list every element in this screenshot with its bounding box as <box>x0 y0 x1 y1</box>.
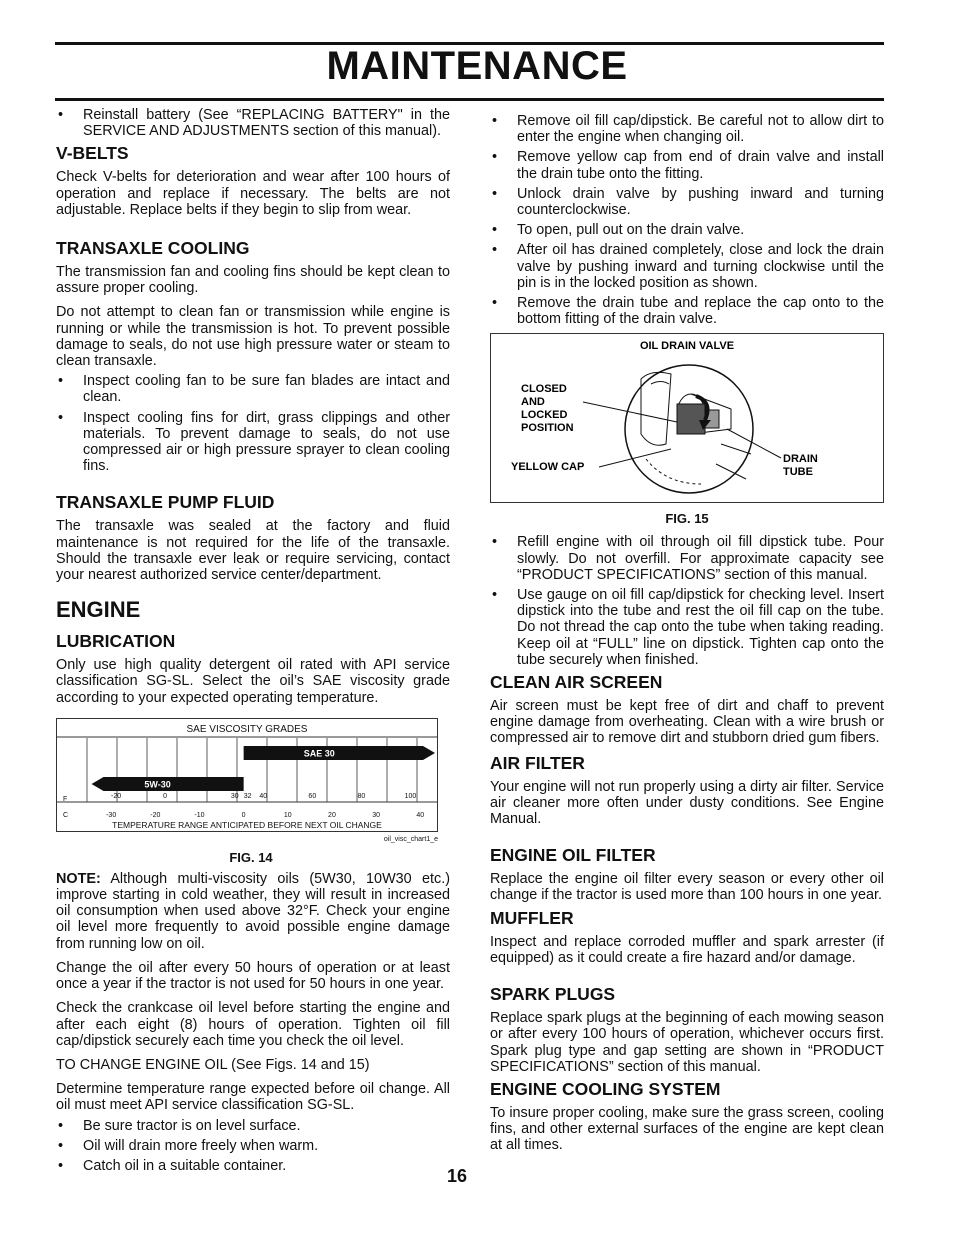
air-filter-heading: AIR FILTER <box>490 752 585 773</box>
pull-out-bullet: • To open, pull out on the drain valve. <box>490 222 884 238</box>
note-label: NOTE: <box>56 870 101 887</box>
chart-code: oil_visc_chart1_e <box>383 835 438 843</box>
clean-air-screen-text: Air screen must be kept free of dirt and chaff to prevent engine damage from overheating. Clean with a wire brush or compressed air to remove dirt and stubborn dried gum fibers. <box>490 698 884 747</box>
muffler-heading: MUFFLER <box>490 907 574 928</box>
yellow-cap-label: YELLOW CAP <box>511 461 585 474</box>
close-lock-bullet: • After oil has drained completely, close and lock the drain valve by pushing inward and turning clockwise until the pin is in the locked position as shown. <box>490 242 884 291</box>
page-number: 16 <box>447 1166 468 1186</box>
engine-oil-filter-heading: ENGINE OIL FILTER <box>490 845 656 866</box>
spark-plugs-heading: SPARK PLUGS <box>490 984 616 1005</box>
closed-label-3: LOCKED <box>521 409 568 422</box>
transaxle-cooling-text-1: The transmission fan and cooling fins should be kept clean to assure proper cooling. <box>56 264 450 297</box>
c-tick-label: -20 <box>150 811 161 819</box>
transaxle-pump-fluid-text: The transaxle was sealed at the factory and fluid maintenance is not required for the life of the transaxle. Should the transaxle ever leak or require servicing, contact your nearest authorized service center/department. <box>56 518 450 584</box>
note-text: Although multi-viscosity oils (5W30, 10W30 etc.) improve starting in cold weather, they will result in increased oil consumption when used above 32°F. Check your engine oil level more frequently to avoid possible engine damage from running low on oil. <box>56 870 450 952</box>
bar-label-5w30: 5W-30 <box>144 779 171 790</box>
f-tick-label: 40 <box>259 792 268 800</box>
check-oil-text: Check the crankcase oil level before starting the engine and after each eight (8) hours of operation. Tighten oil fill cap/dipstick securely each time you check the oil level. <box>56 1000 450 1049</box>
bar-sae30 <box>244 746 435 760</box>
f-tick-label: -20 <box>111 792 122 800</box>
engine-cooling-text: To insure proper cooling, make sure the grass screen, cooling fins, and other external surfaces of the engine are kept clean at all times. <box>490 1104 884 1154</box>
right-column <box>490 113 884 1162</box>
warm-bullet: • Oil will drain more freely when warm. <box>56 1138 450 1154</box>
refill-bullet: • Refill engine with oil through oil fill dipstick tube. Pour slowly. Do not overfill. For approximate capacity see “PRODUCT SPECIFICATIONS” section of this manual. <box>490 534 884 583</box>
engine-oil-filter-text: Replace the engine oil filter every season or every other oil change if the tractor is used more than 100 hours in one year. <box>490 871 884 904</box>
fig14-caption: FIG. 14 <box>229 849 273 865</box>
unlock-bullet: • Unlock drain valve by pushing inward and turning counterclockwise. <box>490 186 884 218</box>
f-tick-label: 32 <box>243 792 252 800</box>
transaxle-pump-fluid-heading: TRANSAXLE PUMP FLUID <box>56 492 275 513</box>
viscosity-chart-svg <box>57 719 437 831</box>
battery-bullet: • Reinstall battery (See “REPLACING BATTERY" in the SERVICE AND ADJUSTMENTS section of this manual). <box>56 107 450 139</box>
closed-label-4: POSITION <box>521 422 574 435</box>
vbelts-heading: V-BELTS <box>56 143 129 164</box>
fig15-title: OIL DRAIN VALVE <box>639 340 735 353</box>
catch-bullet: • Catch oil in a suitable container. <box>56 1158 450 1174</box>
f-tick-label: 100 <box>404 792 417 800</box>
oil-drain-figure <box>490 333 884 503</box>
change-oil-text: Change the oil after every 50 hours of operation or at least once a year if the tractor is not used for 50 hours in one year. <box>56 959 450 993</box>
drain-label-1: DRAIN <box>783 453 818 466</box>
note-paragraph <box>56 871 450 952</box>
gauge-bullet: • Use gauge on oil fill cap/dipstick for checking level. Insert dipstick into the tube and rest the oil fill cap on the tube. Do not thread the cap onto the tube when taking reading. Keep oil at “FULL” line on dipstick. Tighten cap onto the tube securely when finished. <box>490 587 884 668</box>
air-filter-text: Your engine will not run properly using a dirty air filter. Service air cleaner more often under dusty conditions. See Engine Manual. <box>490 778 884 828</box>
viscosity-chart <box>56 718 438 832</box>
chart-title: SAE VISCOSITY GRADES <box>186 723 308 735</box>
drain-tube-bullet: • Remove the drain tube and replace the cap onto to the bottom fitting of the drain valve. <box>490 295 884 327</box>
c-tick-label: 0 <box>241 811 246 819</box>
transaxle-cooling-text-2: Do not attempt to clean fan or transmission while engine is running or while the transmission is hot. To prevent possible damage to seals, do not use high pressure water or steam to clean transaxle. <box>56 304 450 370</box>
closed-label-1: CLOSED <box>521 383 567 396</box>
level-bullet: • Be sure tractor is on level surface. <box>56 1118 450 1134</box>
title-rule <box>55 98 884 101</box>
engine-heading: ENGINE <box>56 597 141 623</box>
c-tick-label: 20 <box>328 811 336 819</box>
c-tick-label: -10 <box>194 811 205 819</box>
lubrication-text: Only use high quality detergent oil rated with API service classification SG-SL. Select the oil’s SAE viscosity grade according to your expected operating temperature. <box>56 657 450 706</box>
lubrication-heading: LUBRICATION <box>56 631 176 652</box>
chart-xlabel: TEMPERATURE RANGE ANTICIPATED BEFORE NEXT OIL CHANGE <box>112 819 382 830</box>
engine-cooling-heading: ENGINE COOLING SYSTEM <box>490 1078 721 1099</box>
transaxle-cooling-heading: TRANSAXLE COOLING <box>56 238 250 259</box>
to-change-text: TO CHANGE ENGINE OIL (See Figs. 14 and 15) <box>56 1056 370 1073</box>
muffler-text: Inspect and replace corroded muffler and spark arrester (if equipped) as it could create a fire hazard and/or damage. <box>490 933 884 966</box>
spark-plugs-text: Replace spark plugs at the beginning of each mowing season or after every 100 hours of operation, whichever occurs first. Spark plug type and gap setting are shown in “PRODUCT SPECIFICATIONS” section of this manual. <box>490 1010 884 1075</box>
f-tick-label: 80 <box>357 792 366 800</box>
bar-label-sae30: SAE 30 <box>303 748 335 759</box>
vbelts-text: Check V-belts for deterioration and wear after 100 hours of operation and replace if necessary. The belts are not adjustable. Replace belts if they begin to slip from wear. <box>56 169 450 218</box>
f-tick-label: 30 <box>230 792 239 800</box>
determine-text: Determine temperature range expected before oil change. All oil must meet API service classification SG-SL. <box>56 1081 450 1114</box>
c-tick-label: 40 <box>416 811 425 819</box>
c-tick-label: 30 <box>372 811 381 819</box>
unit-label-f: F <box>63 795 68 803</box>
unit-label-c: C <box>63 811 69 819</box>
clean-air-screen-heading: CLEAN AIR SCREEN <box>490 672 663 693</box>
closed-label-2: AND <box>521 396 545 409</box>
f-tick-label: 60 <box>308 792 317 800</box>
fig15-caption: FIG. 15 <box>665 511 709 527</box>
c-tick-label: -30 <box>106 811 117 819</box>
c-tick-label: 10 <box>283 811 292 819</box>
cooling-bullet-1: • Inspect cooling fan to be sure fan blades are intact and clean. <box>56 373 450 405</box>
yellow-cap-bullet: • Remove yellow cap from end of drain valve and install the drain tube onto the fitting. <box>490 149 884 181</box>
page-title: MAINTENANCE <box>326 44 628 88</box>
left-column <box>56 107 450 1182</box>
oil-drain-illustration <box>491 334 883 502</box>
drain-label-2: TUBE <box>783 466 813 479</box>
cooling-bullet-2: • Inspect cooling fins for dirt, grass clippings and other materials. To prevent damage to seals, do not use compressed air or high pressure sprayer to clean cooling fins. <box>56 410 450 475</box>
f-tick-label: 0 <box>163 792 168 800</box>
remove-cap-bullet: • Remove oil fill cap/dipstick. Be careful not to allow dirt to enter the engine when changing oil. <box>490 113 884 145</box>
